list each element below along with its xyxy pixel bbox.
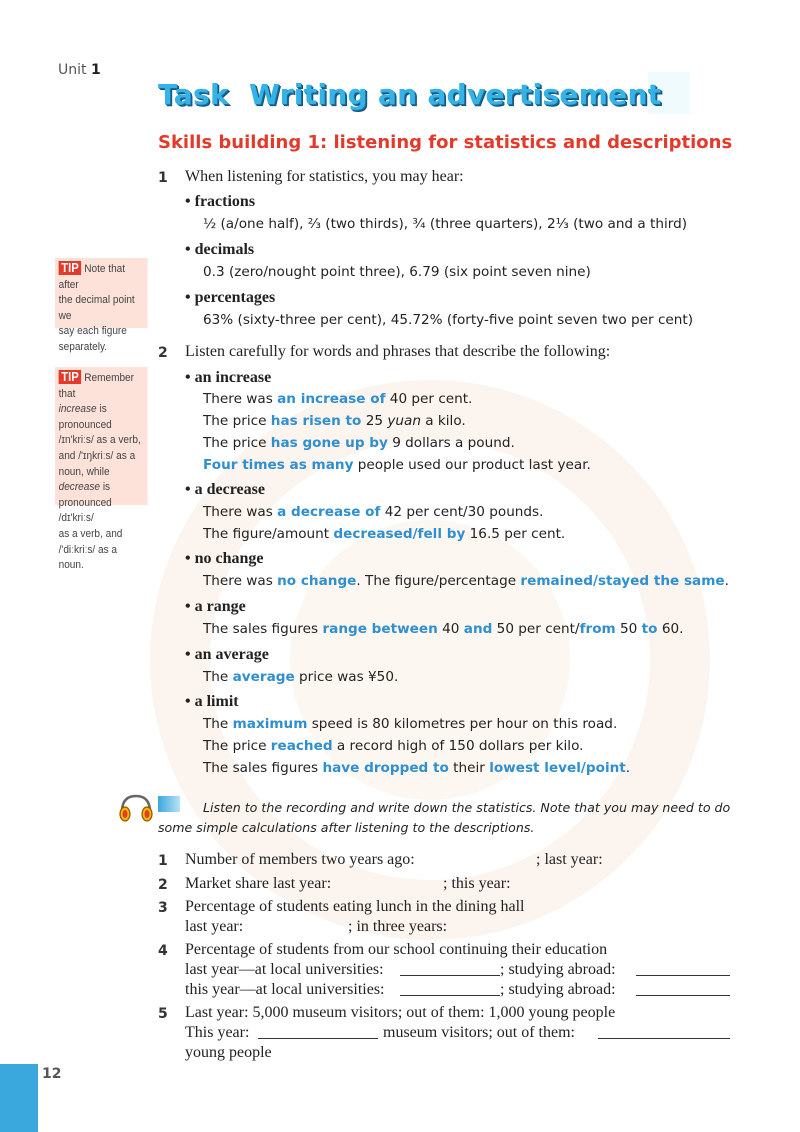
exercise-5-prompt-a: Last year: 5,000 museum visitors; out of them: 1,000 young people	[185, 1004, 616, 1021]
exercise-2-prompt-a: Market share last year:	[185, 875, 332, 892]
exercise-3-prompt-a: Percentage of students eating lunch in the dining hall	[185, 898, 525, 915]
answer-blank[interactable]	[598, 1026, 730, 1039]
example-line: The price has risen to 25 yuan a kilo.	[203, 413, 466, 429]
exercise-4-prompt-a: Percentage of students from our school continuing their education	[185, 941, 608, 958]
bullet-example-percentages: 63% (sixty-three per cent), 45.72% (forty-five point seven two per cent)	[203, 312, 694, 328]
item-number: 2	[158, 877, 168, 893]
exercise-4-prompt-b: last year—at local universities:	[185, 961, 384, 978]
headphones-icon[interactable]	[116, 790, 156, 826]
example-line: The sales figures range between 40 and 50 per cent/from 50 to 60.	[203, 621, 684, 637]
example-line: The price has gone up by 9 dollars a pound.	[203, 435, 515, 451]
exercise-4-prompt-e: ; studying abroad:	[500, 981, 616, 998]
exercise-3-prompt-c: ; in three years:	[348, 918, 448, 935]
answer-blank[interactable]	[258, 1026, 378, 1039]
exercise-1-prompt-a: Number of members two years ago:	[185, 851, 415, 868]
background-watermark-disc	[290, 520, 570, 800]
exercise-5-prompt-d: young people	[185, 1044, 272, 1061]
exercise-4-prompt-c: ; studying abroad:	[500, 961, 616, 978]
item-number: 4	[158, 943, 168, 959]
unit-label: Unit 1	[58, 62, 101, 78]
bullet-example-fractions: ½ (a/one half), ⅔ (two thirds), ¾ (three quarters), 2⅓ (two and a third)	[203, 216, 688, 232]
unit-number: 1	[90, 62, 101, 78]
tip-box-decimals: TIP Note that after the decimal point we say each figure separately.	[55, 258, 148, 328]
task-title: Task Writing an advertisement	[158, 78, 662, 111]
example-line: The average price was ¥50.	[203, 669, 399, 685]
item-number: 3	[158, 900, 168, 916]
exercise-1-prompt-b: ; last year:	[536, 851, 603, 868]
exercise-5-prompt-c: museum visitors; out of them:	[383, 1024, 575, 1041]
item-number: 1	[158, 170, 168, 186]
exercise-4-prompt-d: this year—at local universities:	[185, 981, 385, 998]
answer-blank[interactable]	[636, 983, 730, 996]
answer-blank[interactable]	[636, 963, 730, 976]
answer-blank[interactable]	[400, 963, 500, 976]
example-line: The sales figures have dropped to their lowest level/point.	[203, 760, 631, 776]
example-line: The figure/amount decreased/fell by 16.5 per cent.	[203, 526, 566, 542]
tip-label: TIP	[59, 261, 82, 275]
bullet-example-decimals: 0.3 (zero/nought point three), 6.79 (six point seven nine)	[203, 264, 591, 280]
tip-box-pronunciation: TIP Remember that increase is pronounced /ɪn'kriːs/ as a verb, and /'ɪŋkriːs/ as a noun, while decrease is pronounced /dɪ'kriːs/ as a verb, and /'diːkriːs/ as a noun.	[55, 367, 148, 505]
bullet-heading-average: • an average	[185, 646, 269, 663]
example-line: The maximum speed is 80 kilometres per hour on this road.	[203, 716, 618, 732]
example-line: There was a decrease of 42 per cent/30 pounds.	[203, 504, 544, 520]
item-number: 2	[158, 345, 168, 361]
exercise-2-prompt-b: ; this year:	[443, 875, 511, 892]
example-line: The price reached a record high of 150 dollars per kilo.	[203, 738, 584, 754]
item-number: 1	[158, 853, 168, 869]
bullet-heading-fractions: • fractions	[185, 193, 256, 210]
bullet-heading-decimals: • decimals	[185, 241, 255, 258]
bullet-heading-increase: • an increase	[185, 369, 272, 386]
bullet-heading-limit: • a limit	[185, 693, 239, 710]
bullet-heading-decrease: • a decrease	[185, 481, 265, 498]
page-number: 12	[42, 1066, 62, 1082]
item2-text: Listen carefully for words and phrases that describe the following:	[185, 343, 611, 360]
listening-instruction: Listen to the recording and write down the statistics. Note that you may need to do some simple calculations after listening to the descriptions.	[158, 800, 731, 835]
exercise-3-prompt-b: last year:	[185, 918, 244, 935]
answer-blank[interactable]	[400, 983, 500, 996]
bullet-heading-no-change: • no change	[185, 550, 264, 567]
example-line: There was an increase of 40 per cent.	[203, 391, 473, 407]
page-number-bar	[0, 1064, 38, 1132]
bullet-heading-range: • a range	[185, 598, 246, 615]
bullet-heading-percentages: • percentages	[185, 289, 276, 306]
item-number: 5	[158, 1006, 168, 1022]
exercise-5-prompt-b: This year:	[185, 1024, 250, 1041]
tip-label: TIP	[59, 370, 82, 384]
section-title: Skills building 1: listening for statistics and descriptions	[158, 132, 733, 153]
example-line: Four times as many people used our product last year.	[203, 457, 591, 473]
item1-text: When listening for statistics, you may hear:	[185, 168, 464, 185]
example-line: There was no change. The figure/percentage remained/stayed the same.	[203, 573, 729, 589]
